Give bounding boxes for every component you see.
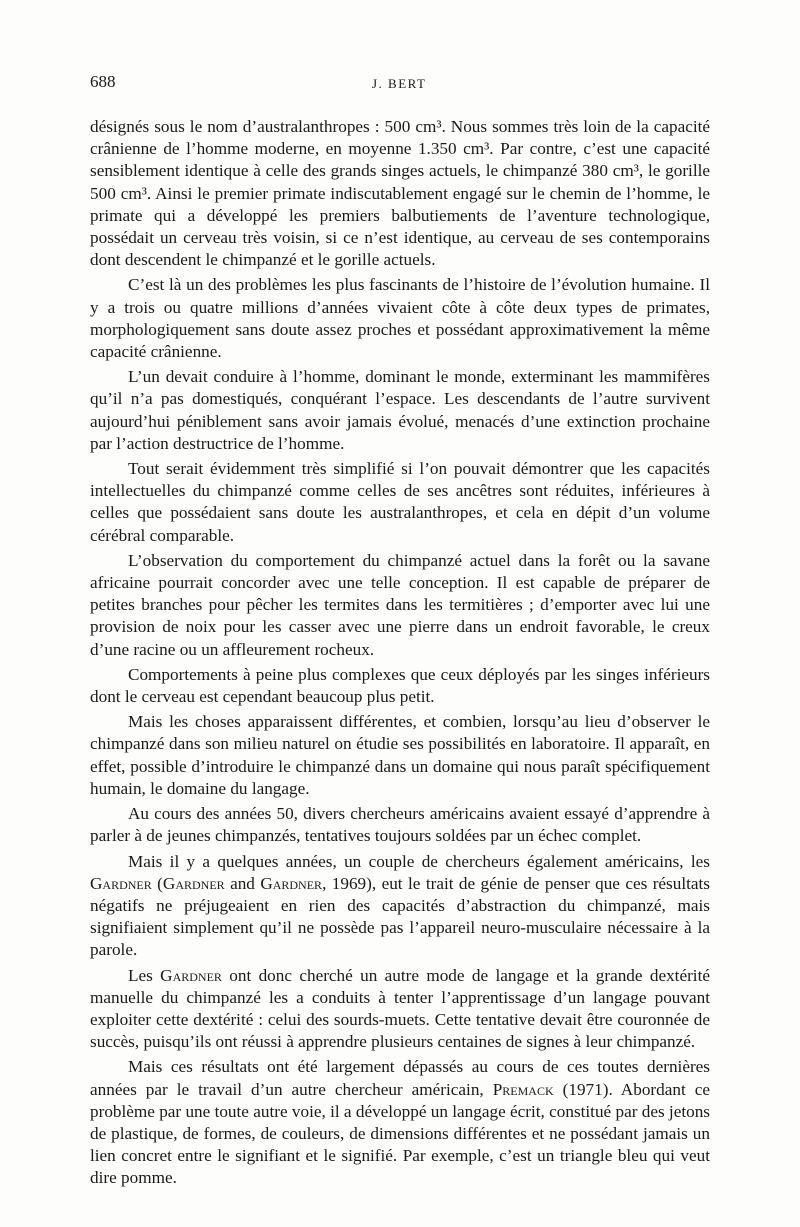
text-segment: (1971). Abordant ce problème par une toute autre voie, il a développé un langage écrit, constitué par des jetons de plastique, de formes, de couleurs, de dimensions différentes et ne possédant jamais un lien concret entre le signifiant et le signifié. Par exemple, c’est un triangle bleu qui veut dire pomme. (90, 1079, 710, 1188)
running-head (90, 72, 710, 96)
text-segment: Les (128, 965, 161, 985)
text-segment: L’un devait conduire à l’homme, dominant le monde, exterminant les mammifères qu’il n’a pas domestiqués, conquérant l’espace. Les descendants de l’autre survivent aujourd’hui péniblement sans avoir jamais évolué, menacés d’une extinction prochaine par l’action destructrice de l’homme. (90, 367, 710, 453)
text-segment: C’est là un des problèmes les plus fascinants de l’histoire de l’évolution humaine. Il y a trois ou quatre millions d’années vivaient côte à côte deux types de primates, morphologiquement sans doute assez proches et possédant approximativement la même capacité crânienne. (90, 275, 710, 362)
body-text (90, 116, 710, 1190)
text-segment: Mais ces résultats ont été largement dépassés au cours de ces toutes dernières années par le travail d’un autre chercheur américain, (90, 1057, 710, 1099)
text-segment: , 1969), eut le trait de génie de penser que ces résultats négatifs ne préjugeaient en rien des capacités d’abstraction du chimpanzé, mais signifiaient simplement qu’il ne possède pas l’appareil neuro-musculaire nécessaire à la parole. (90, 873, 710, 960)
author-name: Premack (492, 1079, 554, 1099)
paragraph (90, 458, 710, 547)
author-name: Gardner (162, 873, 225, 893)
text-segment: and (224, 873, 261, 893)
text-segment: Mais les choses apparaissent différentes, et combien, lorsqu’au lieu d’observer le chimpanzé dans son milieu naturel on étudie ses possibilités en laboratoire. Il apparaît, en effet, possible d’introduire le chimpanzé dans un domaine qui nous paraît spécifiquement humain, le domaine du langage. (90, 712, 710, 798)
paragraph (90, 711, 710, 800)
paragraph (90, 116, 710, 271)
paragraph (90, 965, 710, 1054)
text-segment: désignés sous le nom d’australanthropes : 500 cm³. Nous sommes très loin de la capacité crânienne de l’homme moderne, en moyenne 1.350 cm³. Par contre, c’est une capacité sensiblement identique à celle des grands singes actuels, le chimpanzé 380 cm³, le gorille 500 cm³. Ainsi le premier primate indiscutablement engagé sur le chemin de l’homme, le primate qui a développé les premiers balbutiements de l’aventure technologique, possédait un cerveau très voisin, si ce n’est identique, au cerveau de ses contemporains dont descendent le chimpanzé et le gorille actuels. (90, 117, 710, 270)
author-name: Gardner (90, 873, 152, 893)
author-name: Gardner (260, 873, 323, 893)
paragraph (90, 803, 710, 847)
text-segment: Mais il y a quelques années, un couple de chercheurs également américains, les (128, 851, 710, 871)
paragraph (90, 851, 710, 962)
paragraph (90, 664, 710, 708)
text-segment: ( (151, 873, 163, 893)
running-title: J. BERT (372, 76, 427, 91)
paragraph (90, 550, 710, 661)
paragraph (90, 1056, 710, 1189)
text-segment: Au cours des années 50, divers chercheurs américains avaient essayé d’apprendre à parler à de jeunes chimpanzés, tentatives toujours soldées par un échec complet. (90, 804, 710, 846)
text-segment: Comportements à peine plus complexes que ceux déployés par les singes inférieurs dont le cerveau est cependant beaucoup plus petit. (90, 664, 710, 707)
author-name: Gardner (160, 965, 222, 985)
text-segment: Tout serait évidemment très simplifié si l’on pouvait démontrer que les capacités intellectuelles du chimpanzé comme celles de ses ancêtres sont réduites, inférieures à celles que possédaient sans doute les australanthropes, et cela en dépit d’un volume cérébral comparable. (90, 459, 710, 545)
paragraph (90, 274, 710, 363)
page-number: 688 (90, 72, 116, 91)
text-segment: L’observation du comportement du chimpanzé actuel dans la forêt ou la savane africaine pourrait concorder avec une telle conception. Il est capable de préparer de petites branches pour pêcher les termites dans les termitières ; d’emporter avec lui une provision de noix pour les casser avec une pierre dans un endroit favorable, le creux d’une racine ou un affleurement rocheux. (90, 550, 710, 659)
paragraph (90, 366, 710, 455)
text-segment: ont donc cherché un autre mode de langage et la grande dextérité manuelle du chimpanzé les a conduits à tenter l’apprentissage d’un langage pouvant exploiter cette dextérité : celui des sourds-muets. Cette tentative devait être couronnée de succès, puisqu’ils ont réussi à apprendre plusieurs centaines de signes à leur chimpanzé. (90, 965, 710, 1052)
